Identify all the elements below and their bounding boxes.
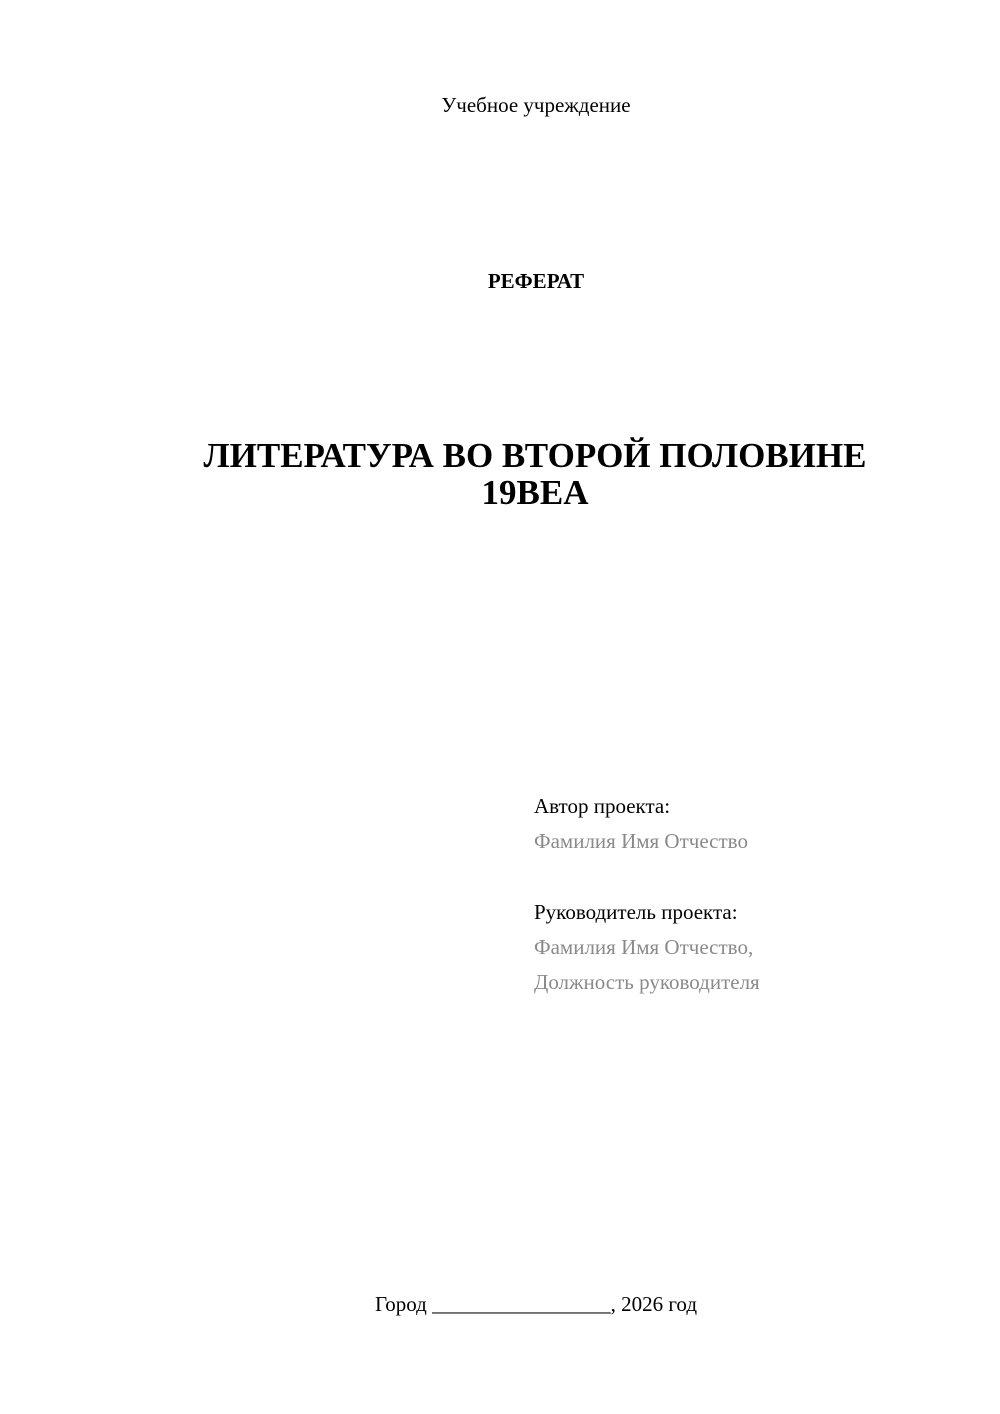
credits-spacer [534,859,974,895]
topic-title-line-1: ЛИТЕРАТУРА ВО ВТОРОЙ ПОЛОВИНЕ [203,436,867,475]
city-label: Город [374,1292,427,1316]
topic-title-line-2: 19ВЕА [481,473,589,512]
topic-title [120,437,950,511]
author-label: Автор проекта: [534,794,671,818]
credits-block [534,789,974,1000]
supervisor-label: Руководитель проекта: [534,900,738,924]
author-name: Фамилия Имя Отчество [534,829,748,853]
supervisor-name: Фамилия Имя Отчество, [534,935,754,959]
city-year-line [0,1290,1000,1318]
supervisor-position: Должность руководителя [534,970,760,994]
document-type: РЕФЕРАТ [487,269,585,293]
institution-name: Учебное учреждение [441,93,631,117]
year-text: , 2026 год [610,1292,698,1316]
city-blank: _________________ [432,1292,611,1316]
